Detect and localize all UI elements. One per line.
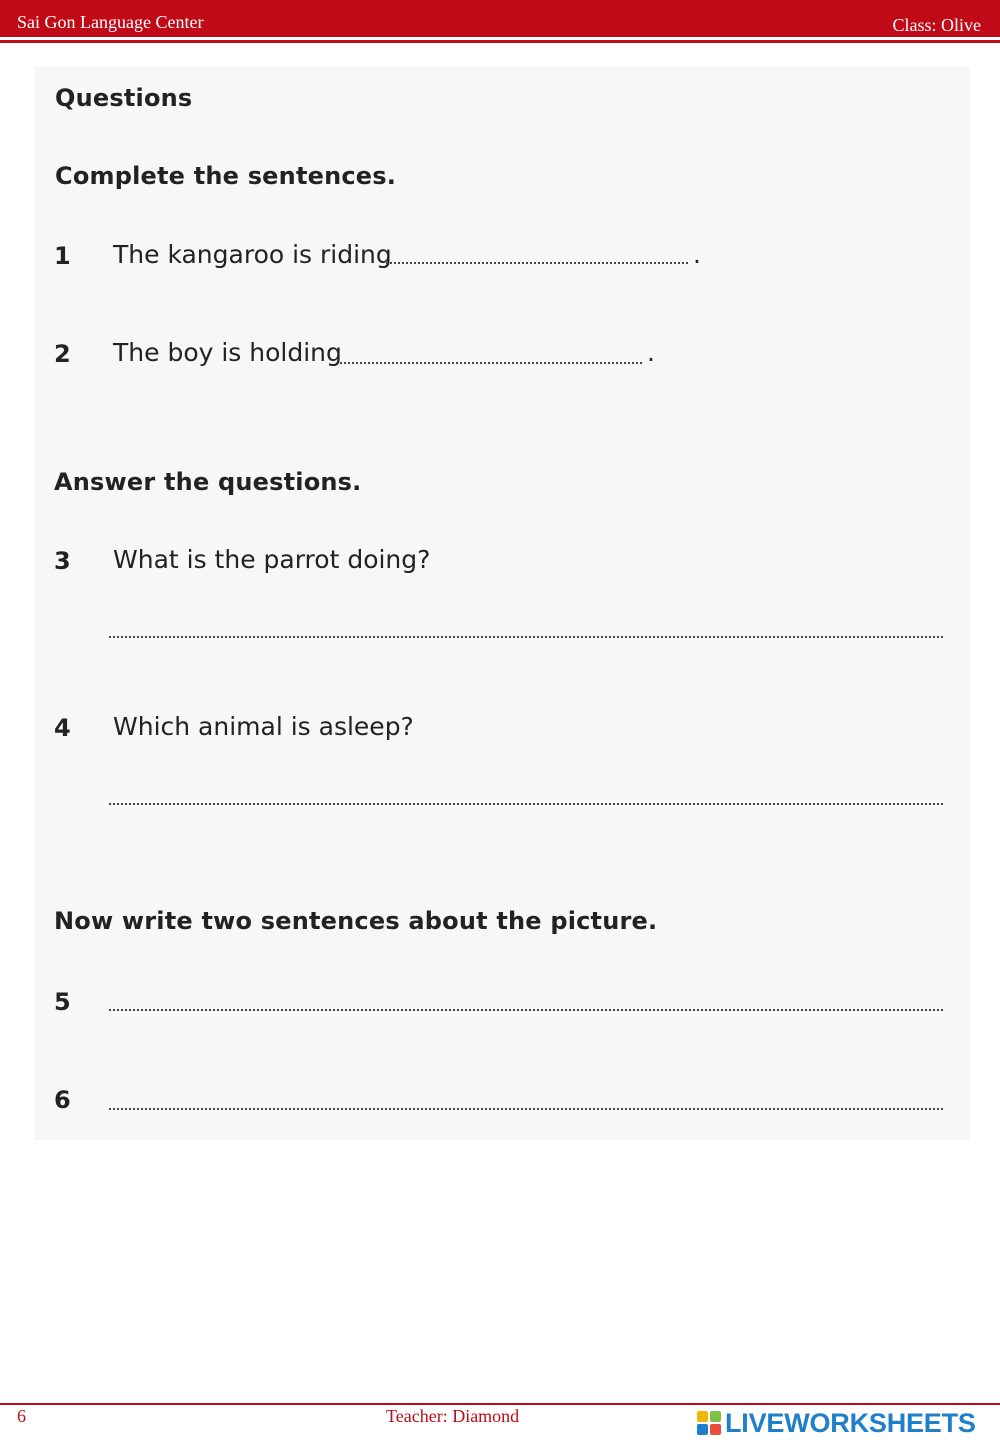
- question-number: 1: [54, 242, 71, 270]
- question-number: 3: [54, 547, 71, 575]
- worksheet-panel: [34, 66, 970, 1140]
- section-heading-answer: Answer the questions.: [54, 468, 362, 496]
- school-name: Sai Gon Language Center: [17, 12, 204, 32]
- liveworksheets-brand[interactable]: [697, 1409, 989, 1437]
- question-number: 2: [54, 340, 71, 368]
- answer-blank-5[interactable]: [109, 1009, 943, 1011]
- answer-blank-2[interactable]: [340, 362, 642, 364]
- question-number: 5: [54, 988, 71, 1016]
- answer-blank-3[interactable]: [109, 636, 943, 638]
- answer-blank-1[interactable]: [386, 262, 688, 264]
- liveworksheets-logo-icon: [697, 1411, 721, 1435]
- teacher-name: Teacher: Diamond: [386, 1406, 520, 1426]
- section-heading-complete: Complete the sentences.: [55, 162, 397, 190]
- worksheet-title: Questions: [55, 84, 193, 112]
- answer-blank-4[interactable]: [109, 803, 943, 805]
- footer-divider: [0, 1403, 1000, 1405]
- question-number: 6: [54, 1086, 71, 1114]
- page-number: 6: [17, 1406, 26, 1426]
- question-text: The kangaroo is riding: [113, 240, 392, 269]
- question-text: The boy is holding: [113, 338, 342, 367]
- section-heading-write: Now write two sentences about the picture.: [54, 907, 658, 935]
- question-text: What is the parrot doing?: [113, 545, 431, 574]
- class-label: Class: Olive: [892, 15, 981, 35]
- answer-blank-6[interactable]: [109, 1108, 943, 1110]
- question-text: Which animal is asleep?: [113, 712, 414, 741]
- question-number: 4: [54, 714, 71, 742]
- header-divider: [0, 40, 1000, 43]
- sentence-end-mark: .: [647, 338, 655, 367]
- sentence-end-mark: .: [693, 240, 701, 269]
- brand-name: LIVEWORKSHEETS: [725, 1407, 976, 1438]
